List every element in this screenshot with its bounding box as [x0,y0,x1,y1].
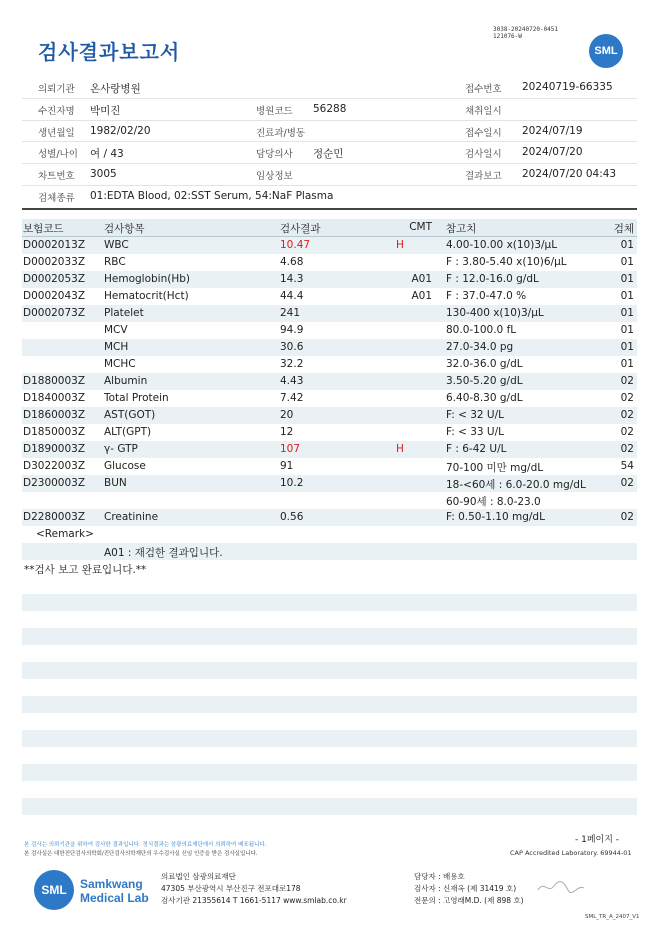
blank-row [22,628,637,645]
cell-result: 91 [280,460,294,472]
cell-code: D1850003Z [23,426,86,438]
staff-specialist: 전문의 : 고영래M.D. (제 898 호) [414,896,524,905]
info-row [22,121,637,143]
table-row [22,509,637,526]
document-id [493,26,558,40]
cell-specimen: 01 [620,324,634,336]
cell-specimen: 02 [620,392,634,404]
cell-flag: H [396,443,404,455]
cell-item: Platelet [104,307,144,319]
cell-code: D1840003Z [23,392,86,404]
cell-specimen: 02 [620,443,634,455]
cell-item: Hemoglobin(Hb) [104,273,191,285]
table-row [22,237,637,254]
table-row [22,305,637,322]
table-row [22,288,637,305]
patient-info-section [22,77,637,210]
header-code: 보험코드 [23,223,64,235]
info-label: 검체종류 [38,192,75,204]
info-row [22,77,637,99]
cell-specimen: 01 [620,239,634,251]
info-row [22,186,637,210]
sml-logo-icon: SML [34,870,74,910]
table-row [22,424,637,441]
cell-specimen: 01 [620,358,634,370]
cell-reference: F: < 32 U/L [446,409,505,421]
cell-reference: F : 37.0-47.0 % [446,290,527,302]
specimen-types: 01:EDTA Blood, 02:SST Serum, 54:NaF Plasma [90,189,334,202]
document-id-line2: 121076-W [493,33,522,40]
document-id-line1: 3038-20240720-0451 [493,26,559,33]
info-value: 20240719-66335 [522,81,613,93]
info-label: 채취일시 [465,105,502,117]
info-value: 여 / 43 [90,148,124,161]
cell-result: 94.9 [280,324,304,336]
cell-result: 20 [280,409,294,421]
info-row [22,99,637,121]
staff-manager: 담당자 : 배용호 [414,872,465,881]
cell-specimen: 01 [620,273,634,285]
cell-result: 30.6 [280,341,304,353]
staff-tester: 검사자 : 신재옥 (제 31419 호) [414,884,517,893]
blank-row [22,577,637,594]
cell-result: 4.68 [280,256,304,268]
table-row [22,475,637,492]
footer-note: 본 검사는 의뢰기관을 위하여 검사한 결과입니다. 정식결과는 삼광의료재단에서 의뢰하여 배포됩니다. [24,842,267,848]
blank-row [22,594,637,611]
form-code: SML_TR_A_2407_V1 [585,914,640,920]
signature-icon [536,878,586,896]
table-row [22,254,637,271]
footer-accreditation-note: 본 검사실은 대한진단검사의학회/진단검사의학재단의 우수검사실 신임 인증을 받은 검사실입니다. [24,851,258,857]
cell-code: D0002043Z [23,290,86,302]
info-label: 임상정보 [256,171,293,183]
cell-item: Total Protein [104,392,169,404]
cell-code: D2300003Z [23,477,86,489]
cell-code: D0002053Z [23,273,86,285]
header-reference: 참고치 [446,223,477,235]
info-label: 담당의사 [256,149,293,161]
cell-reference: 27.0-34.0 pg [446,341,514,353]
cell-result: 0.56 [280,511,304,523]
info-row [22,142,637,164]
blank-row [22,781,637,798]
cell-item: Creatinine [104,511,159,523]
cell-code: D1860003Z [23,409,86,421]
cell-item: γ- GTP [104,443,138,455]
cell-specimen: 02 [620,409,634,421]
cell-item: Hematocrit(Hct) [104,290,189,302]
cell-reference: F: 0.50-1.10 mg/dL [446,511,545,523]
info-label: 접수번호 [465,84,502,95]
cell-code: D0002033Z [23,256,86,268]
cell-result: 241 [280,307,301,319]
table-row [22,390,637,407]
table-row [22,322,637,339]
cell-specimen: 01 [620,307,634,319]
cell-code: D1880003Z [23,375,86,387]
cell-result: 32.2 [280,358,304,370]
cell-item: Albumin [104,375,148,387]
cell-specimen: 01 [620,290,634,302]
brand-line2: Medical Lab [80,891,149,905]
table-row [22,339,637,356]
blank-row [22,747,637,764]
cell-item: RBC [104,256,126,268]
header-item: 검사항목 [104,223,145,235]
results-table-body [22,237,637,526]
info-value: 박미진 [90,104,121,117]
info-value: 온사랑병원 [90,83,141,95]
cell-specimen: 02 [620,477,634,489]
cell-specimen: 01 [620,341,634,353]
table-row [22,373,637,390]
page-number: - 1페이지 - [575,835,620,845]
cell-flag: H [396,239,404,251]
remark-text: A01 : 재검한 결과입니다. [104,547,223,559]
table-row [22,407,637,424]
cell-specimen: 54 [620,460,634,472]
cell-item: MCH [104,341,129,353]
blank-row [22,662,637,679]
cell-reference: F: < 33 U/L [446,426,505,438]
cell-result: 107 [280,443,301,455]
blank-rows [22,577,637,815]
cell-code: D2280003Z [23,511,86,523]
cell-specimen: 01 [620,256,634,268]
table-row [22,492,637,509]
lab-address-line: 47305 부산광역시 부산진구 전포대로178 [161,884,301,893]
cell-item: ALT(GPT) [104,426,152,438]
info-value: 2024/07/19 [522,124,583,137]
blank-row [22,696,637,713]
results-table-header [22,219,637,237]
info-value: 3005 [90,168,117,181]
cell-reference: 80.0-100.0 fL [446,324,517,336]
info-label: 검사일시 [465,149,502,161]
remark-row [22,526,637,543]
info-label: 병원코드 [256,105,293,117]
header-cmt: CMT [409,221,432,233]
cell-result: 4.43 [280,375,304,387]
cell-reference: 70-100 미만 mg/dL [446,462,544,474]
cell-code: D0002013Z [23,239,86,251]
staff-info [414,871,524,907]
info-label: 차트번호 [38,171,75,183]
brand-line1: Samkwang [80,877,143,891]
blank-row [22,764,637,781]
cell-item: Glucose [104,460,146,472]
cell-item: WBC [104,239,129,251]
info-value: 1982/02/20 [90,124,151,137]
header-specimen: 검체 [613,223,634,235]
lab-name: 의료법인 삼광의료재단 [161,872,236,881]
cell-reference: 60-90세 : 8.0-23.0 [446,496,541,508]
cell-cmt: A01 [411,290,432,302]
blank-row [22,679,637,696]
cell-item: AST(GOT) [104,409,156,421]
cell-item: MCV [104,324,128,336]
completion-row [22,560,637,577]
info-label: 생년월일 [38,127,75,139]
cell-reference: 18-<60세 : 6.0-20.0 mg/dL [446,479,586,491]
cell-reference: F : 6-42 U/L [446,443,507,455]
blank-row [22,611,637,628]
table-row [22,356,637,373]
info-label: 의뢰기관 [38,84,75,95]
cell-result: 14.3 [280,273,304,285]
info-value: 2024/07/20 04:43 [522,168,617,181]
cell-code: D0002073Z [23,307,86,319]
info-value: 56288 [313,102,347,115]
info-label: 진료과/병동 [256,127,306,139]
table-row [22,271,637,288]
blank-row [22,730,637,747]
lab-address [161,871,347,907]
table-row [22,458,637,475]
remark-label: <Remark> [36,528,94,540]
cell-reference: 130-400 x(10)3/μL [446,307,544,319]
cell-reference: 6.40-8.30 g/dL [446,392,523,404]
sml-logo-icon: SML [589,34,623,68]
info-label: 성별/나이 [38,149,78,161]
blank-row [22,713,637,730]
cell-result: 44.4 [280,290,304,302]
cell-specimen: 02 [620,375,634,387]
blank-row [22,798,637,815]
cell-specimen: 02 [620,511,634,523]
table-row [22,441,637,458]
cell-result: 7.42 [280,392,304,404]
info-row [22,164,637,186]
cell-code: D3022003Z [23,460,86,472]
report-title: 검사결과보고서 [38,40,181,64]
cell-item: MCHC [104,358,136,370]
cell-result: 12 [280,426,294,438]
info-label: 수진자명 [38,105,75,117]
cell-reference: F : 3.80-5.40 x(10)6/μL [446,256,567,268]
brand-name [80,877,149,905]
results-table [22,219,637,815]
header-result: 검사결과 [280,223,321,235]
cell-reference: 4.00-10.00 x(10)3/μL [446,239,558,251]
info-label: 접수일시 [465,127,502,139]
cell-item: BUN [104,477,127,489]
info-label: 결과보고 [465,171,502,183]
lab-contact: 검사기관 21355614 T 1661-5117 www.smlab.co.kr [161,896,347,905]
cell-cmt: A01 [411,273,432,285]
remark-row [22,543,637,560]
info-value: 정순민 [313,148,344,161]
info-value: 2024/07/20 [522,146,583,159]
cell-result: 10.2 [280,477,304,489]
cell-reference: F : 12.0-16.0 g/dL [446,273,539,285]
cell-reference: 32.0-36.0 g/dL [446,358,523,370]
cell-result: 10.47 [280,239,311,251]
blank-row [22,645,637,662]
cap-accreditation: CAP Accredited Laboratory. 69944-01 [510,849,632,857]
completion-text: **검사 보고 완료입니다.** [24,564,147,576]
cell-reference: 3.50-5.20 g/dL [446,375,523,387]
cell-code: D1890003Z [23,443,86,455]
cell-specimen: 02 [620,426,634,438]
